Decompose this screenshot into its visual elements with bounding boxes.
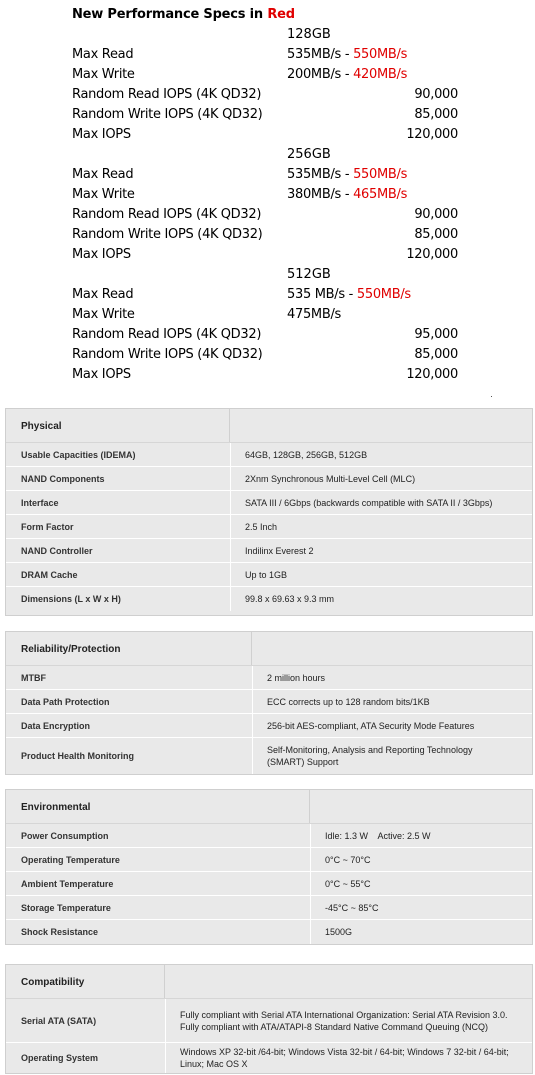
row-value: 64GB, 128GB, 256GB, 512GB	[230, 443, 377, 466]
spec-row	[0, 205, 535, 225]
spec-label: Max IOPS	[72, 127, 131, 142]
spec-row	[0, 245, 535, 265]
row-label: Interface	[21, 497, 59, 508]
table-row	[6, 738, 532, 774]
table-row	[6, 920, 532, 944]
column-divider	[251, 632, 252, 665]
row-value: ECC corrects up to 128 random bits/1KB	[252, 690, 440, 713]
row-label: Product Health Monitoring	[21, 751, 134, 761]
new-value: 550MB/s	[353, 47, 408, 62]
spec-number: 85,000	[414, 227, 458, 242]
spec-label: Max Read	[72, 47, 134, 62]
spec-label: Max IOPS	[72, 367, 131, 382]
capacity-label: 512GB	[287, 267, 331, 282]
table-header	[6, 632, 532, 666]
performance-specs	[0, 0, 535, 400]
table-row	[6, 714, 532, 738]
spec-row	[0, 165, 535, 185]
row-label: DRAM Cache	[21, 569, 78, 580]
spec-value	[287, 167, 407, 182]
spec-number: 120,000	[406, 247, 458, 262]
row-label: Usable Capacities (IDEMA)	[21, 449, 136, 460]
spec-row	[0, 65, 535, 85]
value-line: Fully compliant with ATA/ATAPI-8 Standard Native Command Queuing (NCQ)	[180, 1021, 488, 1032]
spec-number: 90,000	[414, 87, 458, 102]
table-header	[6, 965, 532, 999]
table-row	[6, 872, 532, 896]
table-row	[6, 587, 532, 611]
title-highlight: Red	[267, 7, 295, 22]
spec-label: Max Write	[72, 307, 135, 322]
spec-row	[0, 225, 535, 245]
table-title: Reliability/Protection	[21, 644, 121, 655]
spec-row	[0, 305, 535, 325]
old-value: 200MB/s -	[287, 67, 354, 82]
table-row	[6, 443, 532, 467]
new-value: 550MB/s	[353, 167, 408, 182]
table-header	[6, 409, 532, 443]
row-label: Data Encryption	[21, 720, 91, 731]
row-label: Power Consumption	[21, 830, 109, 841]
row-value: 2.5 Inch	[230, 515, 287, 538]
row-label: MTBF	[21, 672, 46, 683]
spec-label: Random Write IOPS (4K QD32)	[72, 107, 263, 122]
spec-value	[287, 67, 407, 82]
spec-label: Random Write IOPS (4K QD32)	[72, 347, 263, 362]
spec-number: 120,000	[406, 367, 458, 382]
row-value: Indilinx Everest 2	[230, 539, 324, 562]
spec-label: Random Read IOPS (4K QD32)	[72, 327, 262, 342]
row-value: 1500G	[310, 920, 362, 944]
row-value: 0°C ~ 70°C	[310, 848, 380, 871]
column-divider	[164, 965, 165, 998]
new-value: 465MB/s	[353, 187, 408, 202]
table-title: Environmental	[21, 802, 91, 813]
table-row	[6, 1043, 532, 1073]
spec-label: Max Read	[72, 167, 134, 182]
row-value: Self-Monitoring, Analysis and Reporting Technology (SMART) Support	[252, 738, 522, 774]
spec-row	[0, 45, 535, 65]
table-header	[6, 790, 532, 824]
table-row	[6, 666, 532, 690]
new-value: 420MB/s	[353, 67, 408, 82]
old-value: 380MB/s -	[287, 187, 354, 202]
row-value: 2Xnm Synchronous Multi-Level Cell (MLC)	[230, 467, 425, 490]
row-label: Serial ATA (SATA)	[21, 1015, 97, 1026]
table-row	[6, 539, 532, 563]
row-label: NAND Components	[21, 473, 105, 484]
row-value: Windows XP 32-bit /64-bit; Windows Vista 32-bit / 64-bit; Windows 7 32-bit / 64-bit; Linux; Mac OS X	[165, 1043, 520, 1073]
compatibility-table	[5, 964, 533, 1074]
row-label: Data Path Protection	[21, 696, 110, 707]
row-label: NAND Controller	[21, 545, 93, 556]
row-value: Up to 1GB	[230, 563, 297, 586]
spec-row	[0, 365, 535, 385]
table-row	[6, 824, 532, 848]
spec-number: 120,000	[406, 127, 458, 142]
column-divider	[309, 790, 310, 823]
spec-value	[287, 287, 411, 302]
spec-label: Max Read	[72, 287, 134, 302]
table-row	[6, 896, 532, 920]
table-title: Physical	[21, 421, 62, 432]
table-row	[6, 491, 532, 515]
performance-title	[72, 7, 295, 22]
row-value: Idle: 1.3 W Active: 2.5 W	[310, 824, 441, 847]
column-divider	[229, 409, 230, 442]
spec-label: Max IOPS	[72, 247, 131, 262]
row-value: -45°C ~ 85°C	[310, 896, 388, 919]
spec-value	[287, 307, 341, 322]
physical-table	[5, 408, 533, 616]
spec-label: Max Write	[72, 187, 135, 202]
old-value: 535MB/s -	[287, 47, 354, 62]
row-value: 256-bit AES-compliant, ATA Security Mode Features	[252, 714, 484, 737]
table-row	[6, 999, 532, 1043]
spec-label: Max Write	[72, 67, 135, 82]
row-value: 0°C ~ 55°C	[310, 872, 380, 895]
row-label: Operating Temperature	[21, 854, 120, 865]
new-value: 550MB/s	[356, 287, 411, 302]
spec-row	[0, 125, 535, 145]
row-value: 2 million hours	[252, 666, 335, 689]
old-value: 475MB/s	[287, 307, 342, 322]
table-title: Compatibility	[21, 977, 85, 988]
spec-label: Random Read IOPS (4K QD32)	[72, 207, 262, 222]
table-row	[6, 690, 532, 714]
spec-row	[0, 285, 535, 305]
row-label: Operating System	[21, 1053, 99, 1063]
stray-dot	[491, 396, 492, 397]
row-label: Shock Resistance	[21, 927, 99, 937]
spec-row	[0, 85, 535, 105]
row-value: SATA III / 6Gbps (backwards compatible with SATA II / 3Gbps)	[230, 491, 502, 514]
row-label: Form Factor	[21, 521, 74, 532]
table-row	[6, 563, 532, 587]
value-line: Fully compliant with Serial ATA International Organization: Serial ATA Revision 3.0.	[180, 1009, 508, 1020]
spec-label: Random Read IOPS (4K QD32)	[72, 87, 262, 102]
row-label: Ambient Temperature	[21, 878, 114, 889]
spec-row	[0, 325, 535, 345]
spec-number: 85,000	[414, 107, 458, 122]
table-row	[6, 467, 532, 491]
spec-value	[287, 187, 407, 202]
capacity-label: 128GB	[287, 27, 331, 42]
spec-number: 90,000	[414, 207, 458, 222]
spec-row	[0, 185, 535, 205]
spec-value	[287, 47, 407, 62]
spec-row	[0, 105, 535, 125]
spec-number: 85,000	[414, 347, 458, 362]
reliability-table	[5, 631, 533, 775]
old-value: 535 MB/s -	[287, 287, 357, 302]
environmental-table	[5, 789, 533, 945]
title-text: New Performance Specs in	[72, 7, 268, 22]
row-value	[165, 999, 520, 1042]
old-value: 535MB/s -	[287, 167, 354, 182]
row-label: Storage Temperature	[21, 902, 111, 913]
table-row	[6, 848, 532, 872]
spec-row	[0, 345, 535, 365]
table-row	[6, 515, 532, 539]
row-label: Dimensions (L x W x H)	[21, 594, 121, 604]
spec-label: Random Write IOPS (4K QD32)	[72, 227, 263, 242]
capacity-label: 256GB	[287, 147, 331, 162]
spec-number: 95,000	[414, 327, 458, 342]
row-value: 99.8 x 69.63 x 9.3 mm	[230, 587, 344, 611]
